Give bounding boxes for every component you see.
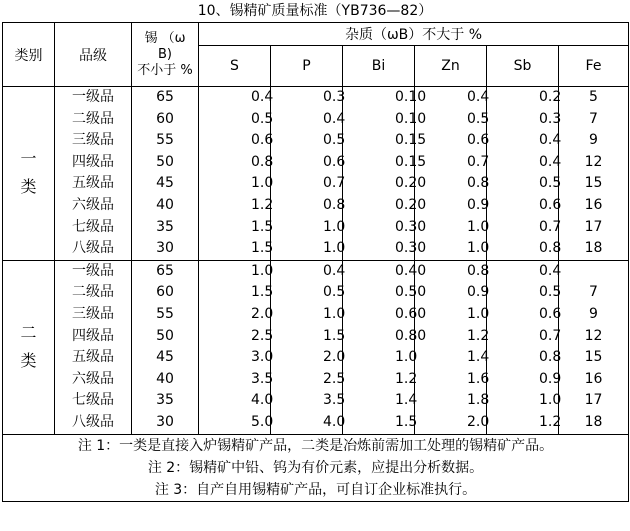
cell-bi-row5: 1.0 xyxy=(395,349,418,366)
category-2-cell xyxy=(3,260,55,434)
cell-zn-row3: 1.0 xyxy=(467,305,490,322)
cell-fe-row1: 5 xyxy=(589,89,598,105)
cell-tin-row5: 45 xyxy=(156,349,174,366)
cell-fe-row5: 15 xyxy=(584,175,603,192)
cell-grades-row2: 二级品 xyxy=(72,110,114,127)
block-2-sb xyxy=(487,260,562,434)
cell-grades-row4: 四级品 xyxy=(72,327,114,344)
note-3: 注 3：自产自用锡精矿产品，可自订企业标准执行。 xyxy=(154,481,477,498)
header-tin-line1: 锡 （ω xyxy=(144,30,186,46)
block-1-sb xyxy=(487,87,562,261)
cell-grades-row8: 八级品 xyxy=(72,240,114,257)
cell-bi-row4: 0.15 xyxy=(395,153,427,170)
cell-bi-row7: 0.30 xyxy=(395,218,427,235)
cell-zn-row5: 0.8 xyxy=(467,175,490,192)
cell-zn-row2: 0.9 xyxy=(467,284,490,301)
cell-sb-row2: 0.3 xyxy=(539,110,562,127)
cell-s-row2: 1.5 xyxy=(251,284,274,301)
cell-bi-row6: 0.20 xyxy=(395,196,427,213)
block-1-s xyxy=(199,87,274,261)
cell-p-row5: 0.7 xyxy=(323,175,346,192)
cell-fe-row7: 17 xyxy=(584,218,603,235)
note-1: 注 1：一类是直接入炉锡精矿产品，二类是冶炼前需加工处理的锡精矿产品。 xyxy=(77,437,554,454)
cell-grades-row3: 三级品 xyxy=(72,305,114,322)
cell-p-row7: 3.5 xyxy=(323,392,346,409)
cell-p-row6: 0.8 xyxy=(323,196,346,213)
cell-s-row7: 1.5 xyxy=(251,218,274,235)
cell-tin-row1: 65 xyxy=(156,262,174,279)
cell-bi-row4: 0.80 xyxy=(395,327,427,344)
cell-s-row2: 0.5 xyxy=(251,110,274,127)
cell-sb-row8: 0.8 xyxy=(539,240,562,257)
cell-tin-row6: 40 xyxy=(156,370,174,387)
cell-s-row6: 3.5 xyxy=(251,370,274,387)
cell-tin-row4: 50 xyxy=(156,327,174,344)
category-2-char1: 二 xyxy=(20,323,37,343)
header-tin-line2: B) xyxy=(158,46,172,62)
cell-grades-row7: 七级品 xyxy=(72,218,114,235)
cell-sb-row1: 0.4 xyxy=(539,262,562,279)
cell-tin-row8: 30 xyxy=(156,240,174,257)
cell-s-row4: 0.8 xyxy=(251,153,274,170)
cell-bi-row8: 1.5 xyxy=(395,413,418,430)
cell-fe-row4: 12 xyxy=(584,327,603,344)
cell-s-row8: 5.0 xyxy=(251,413,274,430)
cell-sb-row2: 0.5 xyxy=(539,284,562,301)
cell-grades-row1: 一级品 xyxy=(72,262,114,279)
cell-s-row1: 1.0 xyxy=(251,262,274,279)
cell-grades-row1: 一级品 xyxy=(72,89,114,105)
header-element-bi: Bi xyxy=(343,46,415,87)
cell-sb-row6: 0.9 xyxy=(539,370,562,387)
cell-sb-row7: 1.0 xyxy=(539,392,562,409)
cell-s-row1: 0.4 xyxy=(251,89,274,105)
cell-p-row1: 0.3 xyxy=(323,89,346,105)
cell-grades-row3: 三级品 xyxy=(72,132,114,149)
header-tin xyxy=(132,23,199,87)
cell-zn-row1: 0.8 xyxy=(467,262,490,279)
cell-s-row7: 4.0 xyxy=(251,392,274,409)
cell-grades-row6: 六级品 xyxy=(72,370,114,387)
cell-grades-row5: 五级品 xyxy=(72,349,114,366)
cell-s-row5: 1.0 xyxy=(251,175,274,192)
block-2-p xyxy=(271,260,346,434)
cell-s-row8: 1.5 xyxy=(251,240,274,257)
cell-zn-row6: 0.9 xyxy=(467,196,490,213)
cell-fe-row8: 18 xyxy=(584,413,603,430)
cell-grades-row8: 八级品 xyxy=(72,413,114,430)
quality-standard-table xyxy=(2,22,629,502)
cell-sb-row7: 0.7 xyxy=(539,218,562,235)
cell-fe-row3: 9 xyxy=(589,305,598,322)
block-2-tin xyxy=(132,260,199,434)
cell-p-row8: 4.0 xyxy=(323,413,346,430)
notes-cell xyxy=(3,434,629,501)
cell-s-row5: 3.0 xyxy=(251,349,274,366)
block-2-bi xyxy=(343,260,427,434)
category-1-cell xyxy=(3,87,55,261)
cell-bi-row7: 1.4 xyxy=(395,392,418,409)
category-1-char2: 类 xyxy=(20,177,37,197)
cell-sb-row6: 0.6 xyxy=(539,196,562,213)
block-1-grades xyxy=(55,87,132,261)
cell-zn-row1: 0.4 xyxy=(467,89,490,105)
cell-zn-row8: 1.0 xyxy=(467,240,490,257)
cell-sb-row3: 0.6 xyxy=(539,305,562,322)
cell-p-row6: 2.5 xyxy=(323,370,346,387)
block-2-fe xyxy=(559,260,629,434)
cell-grades-row7: 七级品 xyxy=(72,392,114,409)
cell-p-row3: 1.0 xyxy=(323,305,346,322)
cell-sb-row8: 1.2 xyxy=(539,413,562,430)
cell-zn-row2: 0.5 xyxy=(467,110,490,127)
cell-tin-row6: 40 xyxy=(156,196,174,213)
cell-p-row3: 0.5 xyxy=(323,132,346,149)
cell-tin-row2: 60 xyxy=(156,284,174,301)
cell-zn-row7: 1.0 xyxy=(467,218,490,235)
block-2-grades xyxy=(55,260,132,434)
cell-s-row4: 2.5 xyxy=(251,327,274,344)
cell-tin-row1: 65 xyxy=(156,89,174,105)
cell-tin-row3: 55 xyxy=(156,305,174,322)
cell-zn-row7: 1.8 xyxy=(467,392,490,409)
cell-bi-row3: 0.15 xyxy=(395,132,427,149)
cell-sb-row4: 0.7 xyxy=(539,327,562,344)
cell-sb-row3: 0.4 xyxy=(539,132,562,149)
header-grade: 品级 xyxy=(55,23,132,87)
cell-p-row8: 1.0 xyxy=(323,240,346,257)
cell-p-row5: 2.0 xyxy=(323,349,346,366)
cell-tin-row4: 50 xyxy=(156,153,174,170)
cell-p-row1: 0.4 xyxy=(323,262,346,279)
cell-zn-row4: 1.2 xyxy=(467,327,490,344)
cell-tin-row8: 30 xyxy=(156,413,174,430)
block-2-s xyxy=(199,260,274,434)
cell-fe-row7: 17 xyxy=(584,392,603,409)
block-1-bi xyxy=(343,87,427,261)
block-1-p xyxy=(271,87,346,261)
header-element-sb: Sb xyxy=(487,46,559,87)
header-category: 类别 xyxy=(3,23,55,87)
cell-zn-row4: 0.7 xyxy=(467,153,490,170)
cell-zn-row8: 2.0 xyxy=(467,413,490,430)
page-title: 10、锡精矿质量标准（YB736—82） xyxy=(197,3,433,19)
cell-grades-row5: 五级品 xyxy=(72,175,114,192)
cell-sb-row4: 0.4 xyxy=(539,153,562,170)
cell-tin-row2: 60 xyxy=(156,110,174,127)
cell-grades-row6: 六级品 xyxy=(72,196,114,213)
block-1-fe xyxy=(559,87,629,261)
cell-tin-row7: 35 xyxy=(156,218,174,235)
cell-zn-row5: 1.4 xyxy=(467,349,490,366)
cell-bi-row1: 0.10 xyxy=(395,89,427,105)
cell-fe-row8: 18 xyxy=(584,240,603,257)
cell-p-row4: 0.6 xyxy=(323,153,346,170)
cell-bi-row2: 0.10 xyxy=(395,110,427,127)
cell-bi-row6: 1.2 xyxy=(395,370,418,387)
cell-bi-row1: 0.40 xyxy=(395,262,427,279)
cell-sb-row5: 0.8 xyxy=(539,349,562,366)
cell-fe-row2: 7 xyxy=(589,110,598,127)
cell-fe-row6: 16 xyxy=(584,196,603,213)
cell-p-row2: 0.5 xyxy=(323,284,346,301)
cell-bi-row2: 0.50 xyxy=(395,284,427,301)
cell-grades-row2: 二级品 xyxy=(72,284,114,301)
cell-fe-row2: 7 xyxy=(589,284,598,301)
header-element-zn: Zn xyxy=(415,46,487,87)
header-tin-line3: 不小于 % xyxy=(137,62,193,78)
cell-sb-row1: 0.2 xyxy=(539,89,562,105)
category-2-char2: 类 xyxy=(20,351,37,371)
header-element-fe: Fe xyxy=(559,46,629,87)
cell-fe-row4: 12 xyxy=(584,153,603,170)
cell-zn-row6: 1.6 xyxy=(467,370,490,387)
cell-zn-row3: 0.6 xyxy=(467,132,490,149)
cell-p-row2: 0.4 xyxy=(323,110,346,127)
category-1-char1: 一 xyxy=(20,149,37,169)
cell-bi-row8: 0.30 xyxy=(395,240,427,257)
header-element-p: P xyxy=(271,46,343,87)
cell-p-row4: 1.5 xyxy=(323,327,346,344)
cell-grades-row4: 四级品 xyxy=(72,153,114,170)
cell-fe-row6: 16 xyxy=(584,370,603,387)
cell-p-row7: 1.0 xyxy=(323,218,346,235)
cell-bi-row5: 0.20 xyxy=(395,175,427,192)
cell-s-row3: 0.6 xyxy=(251,132,274,149)
cell-tin-row7: 35 xyxy=(156,392,174,409)
cell-bi-row3: 0.60 xyxy=(395,305,427,322)
cell-fe-row3: 9 xyxy=(589,132,598,149)
note-2: 注 2：锡精矿中铅、钨为有价元素，应提出分析数据。 xyxy=(147,459,484,476)
header-impurity: 杂质（ωB）不大于 % xyxy=(199,23,629,46)
cell-fe-row1 xyxy=(559,261,628,283)
header-element-s: S xyxy=(199,46,271,87)
cell-fe-row5: 15 xyxy=(584,349,603,366)
cell-tin-row5: 45 xyxy=(156,175,174,192)
cell-s-row3: 2.0 xyxy=(251,305,274,322)
cell-s-row6: 1.2 xyxy=(251,196,274,213)
cell-tin-row3: 55 xyxy=(156,132,174,149)
block-1-tin xyxy=(132,87,199,261)
cell-sb-row5: 0.5 xyxy=(539,175,562,192)
